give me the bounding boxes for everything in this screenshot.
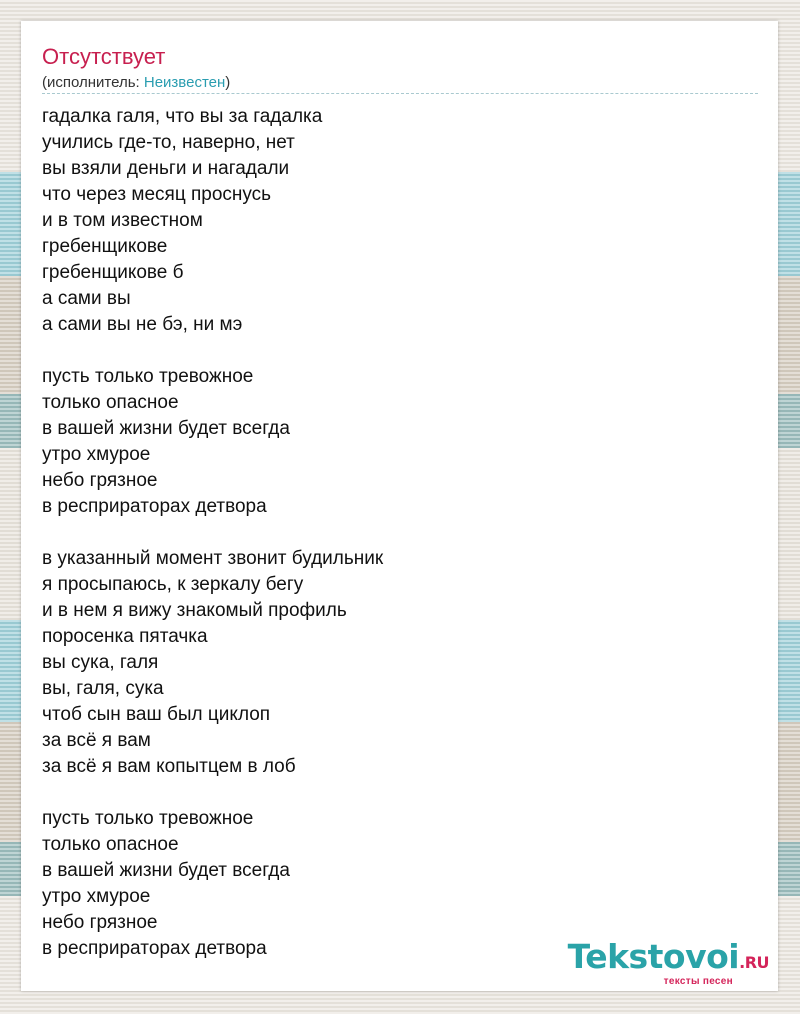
site-logo[interactable]: [567, 937, 769, 987]
lyric-line: учились где-то, наверно, нет: [42, 132, 295, 153]
lyrics-text: [42, 104, 742, 962]
lyric-line: вы, галя, сука: [42, 678, 164, 699]
artist-prefix: (исполнитель:: [42, 74, 144, 91]
lyric-line: гадалка галя, что вы за гадалка: [42, 106, 323, 127]
lyric-line: в вашей жизни будет всегда: [42, 418, 290, 439]
lyric-line: а сами вы не бэ, ни мэ: [42, 314, 243, 335]
stanza-break: [42, 338, 742, 364]
artist-link[interactable]: Неизвестен: [143, 74, 226, 91]
lyric-line: утро хмурое: [42, 444, 151, 465]
lyric-line: пусть только тревожное: [42, 808, 254, 829]
lyric-line: гребенщикове: [42, 236, 168, 257]
lyric-line: только опасное: [42, 834, 179, 855]
logo-main-text: Tekstovoi: [567, 937, 740, 976]
lyric-line: только опасное: [42, 392, 179, 413]
lyric-line: в вашей жизни будет всегда: [42, 860, 290, 881]
lyric-line: небо грязное: [42, 912, 158, 933]
lyric-line: в указанный момент звонит будильник: [42, 548, 384, 569]
divider: [42, 93, 758, 94]
lyric-line: и в нем я вижу знакомый профиль: [42, 600, 347, 621]
stanza-break: [42, 520, 742, 546]
lyric-line: и в том известном: [42, 210, 203, 231]
song-title: Отсутствует: [42, 44, 166, 69]
lyric-line: утро хмурое: [42, 886, 151, 907]
stanza-break: [42, 780, 742, 806]
lyrics-card: [21, 21, 778, 991]
lyric-line: вы взяли деньги и нагадали: [42, 158, 290, 179]
logo-tld: .RU: [739, 953, 769, 972]
lyric-line: что через месяц проснусь: [42, 184, 272, 205]
lyric-line: небо грязное: [42, 470, 158, 491]
lyric-line: чтоб сын ваш был циклоп: [42, 704, 271, 725]
lyric-line: за всё я вам копытцем в лоб: [42, 756, 296, 777]
lyric-line: вы сука, галя: [42, 652, 159, 673]
logo-subtitle: тексты песен: [663, 976, 733, 987]
lyric-line: за всё я вам: [42, 730, 151, 751]
lyric-line: пусть только тревожное: [42, 366, 254, 387]
logo-wordmark: [567, 937, 769, 980]
lyric-line: гребенщикове б: [42, 262, 184, 283]
lyric-line: в респриратoрах детвора: [42, 496, 267, 517]
lyric-line: в респриратoрах детвора: [42, 938, 267, 959]
lyric-line: а сами вы: [42, 288, 131, 309]
lyric-line: поросенка пятачка: [42, 626, 208, 647]
lyric-line: я просыпаюсь, к зеркалу бегу: [42, 574, 304, 595]
artist-suffix: ): [225, 74, 231, 91]
artist-line: [42, 73, 230, 93]
